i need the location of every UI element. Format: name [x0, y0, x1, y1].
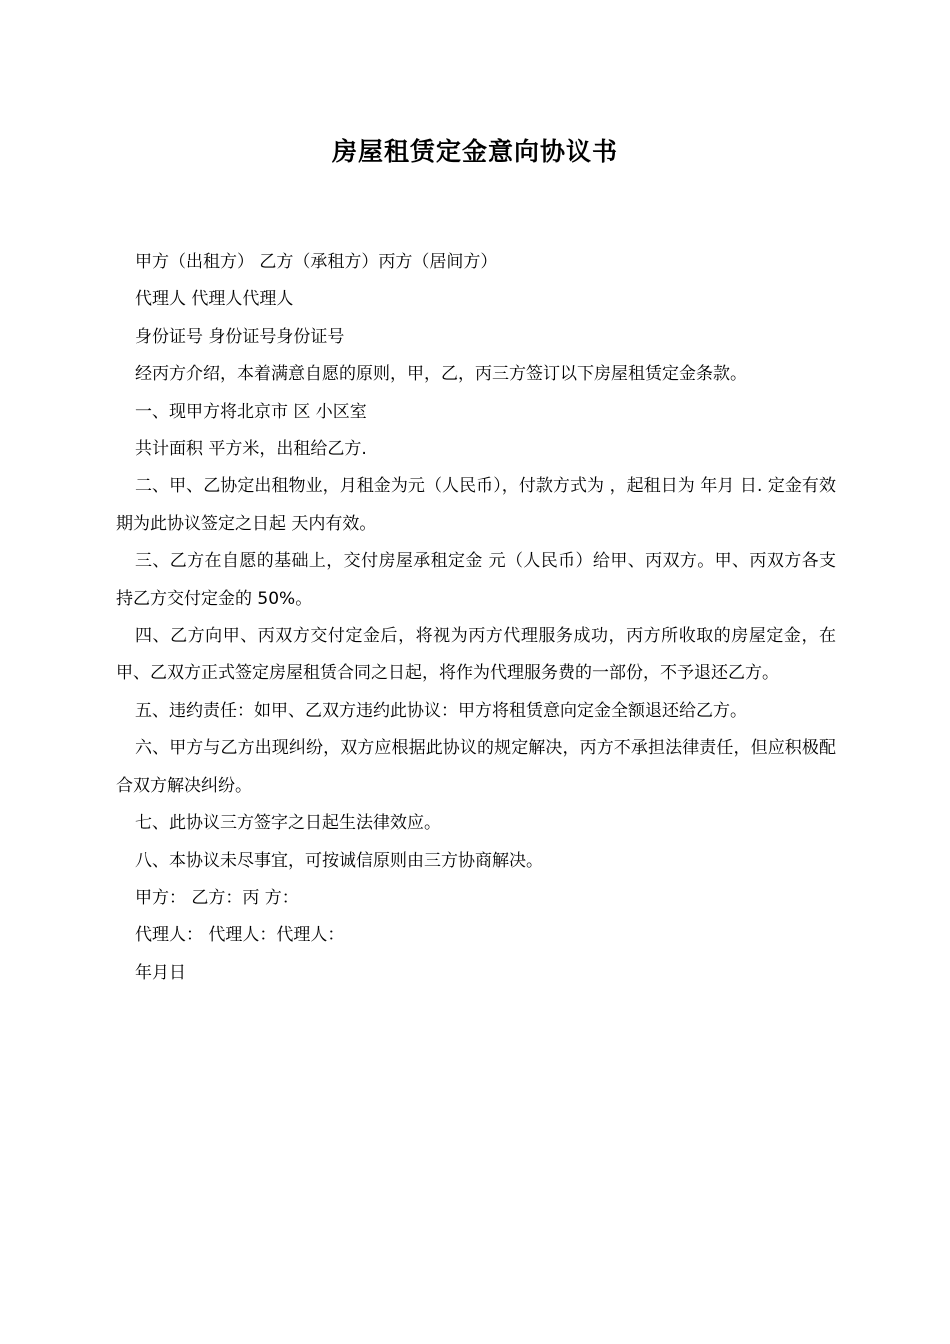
clause-7-paragraph: 七、此协议三方签字之日起生法律效应。	[135, 813, 441, 834]
document-body	[116, 244, 836, 992]
preamble-paragraph: 经丙方介绍，本着满意自愿的原则，甲，乙，丙三方签订以下房屋租赁定金条款。	[135, 364, 747, 385]
clause-5-paragraph: 五、违约责任：如甲、乙双方违约此协议：甲方将租赁意向定金全额退还给乙方。	[135, 700, 747, 721]
clause-2-paragraph: 二、甲、乙协定出租物业，月租金为元（人民币），付款方式为 ，起租日为 年月 日. 定金有效期为此协议签定之日起 天内有效。	[116, 476, 836, 534]
date-line: 年月日	[135, 962, 186, 983]
clause-1-paragraph: 一、现甲方将北京市 区 小区室	[135, 401, 367, 422]
document-title: 房屋租赁定金意向协议书	[331, 137, 618, 166]
clause-8-paragraph: 八、本协议未尽事宜，可按诚信原则由三方协商解决。	[135, 850, 543, 871]
area-line: 共计面积 平方米，出租给乙方.	[135, 439, 367, 460]
agents-line: 代理人 代理人代理人	[135, 289, 294, 310]
clause-6-paragraph: 六、甲方与乙方出现纠纷，双方应根据此协议的规定解决，丙方不承担法律责任，但应积极配合双方解决纠纷。	[116, 738, 836, 796]
parties-line: 甲方（出租方） 乙方（承租方）丙方（居间方）	[135, 252, 498, 272]
clause-3-paragraph: 三、乙方在自愿的基础上，交付房屋承租定金 元（人民币）给甲、丙双方。甲、丙双方各支持乙方交付定金的 50%。	[116, 551, 836, 609]
id-number-line: 身份证号 身份证号身份证号	[135, 326, 345, 347]
clause-4-paragraph: 四、乙方向甲、丙双方交付定金后，将视为丙方代理服务成功，丙方所收取的房屋定金，在甲、乙双方正式签定房屋租赁合同之日起，将作为代理服务费的一部份，不予退还乙方。	[116, 626, 836, 684]
signature-agents-line: 代理人： 代理人：代理人：	[135, 925, 345, 946]
signature-parties-line: 甲方： 乙方：丙 方：	[135, 887, 299, 908]
